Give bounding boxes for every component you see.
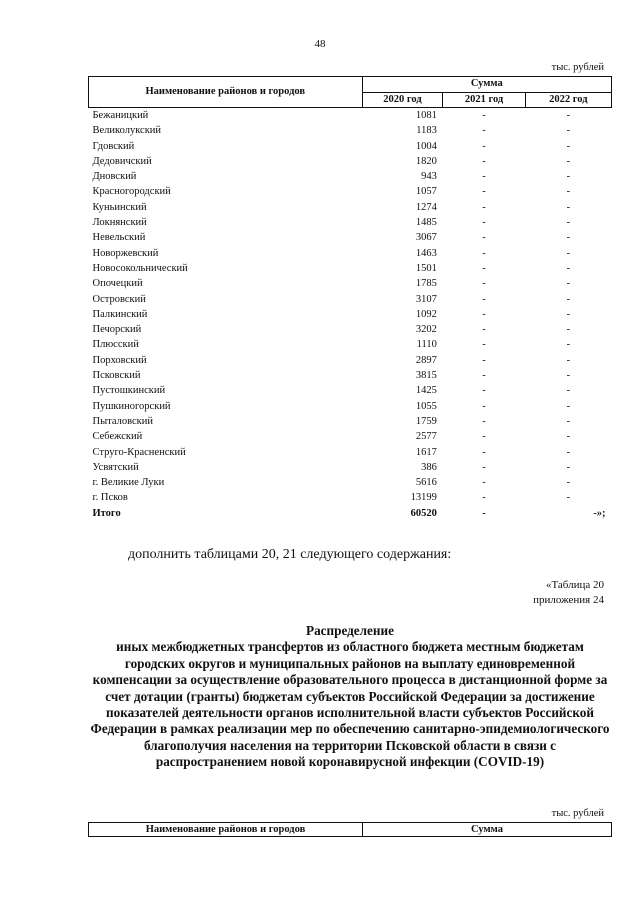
table-row: [89, 445, 612, 460]
row-value-2021: -: [482, 492, 486, 504]
row-value-2021: -: [482, 324, 486, 336]
table-row: [89, 276, 612, 291]
row-value-2020: 3815: [415, 370, 437, 382]
table20-heading: [88, 623, 612, 771]
total-2021: -: [482, 507, 486, 519]
row-name: Новоржевский: [92, 247, 159, 259]
row-name: Порховский: [92, 354, 147, 366]
row-value-2021: -: [482, 278, 486, 290]
row-value-2021: -: [482, 385, 486, 397]
row-value-2020: 943: [421, 171, 437, 183]
table-total-row: [89, 506, 612, 521]
row-value-2020: 3202: [415, 324, 437, 336]
row-value-2020: 1463: [415, 247, 437, 259]
row-value-2022: -: [566, 415, 571, 427]
row-name: Дедовичский: [92, 155, 152, 167]
row-value-2021: -: [482, 201, 486, 213]
row-value-2021: -: [482, 293, 486, 305]
table-row: [89, 261, 612, 276]
row-name: Бежаницкий: [92, 110, 149, 121]
table-row: [89, 169, 612, 184]
row-value-2022: -: [566, 446, 571, 458]
page-number: 48: [314, 38, 326, 50]
row-value-2022: -: [566, 354, 571, 366]
row-value-2022: -: [566, 262, 571, 274]
row-value-2021: -: [482, 308, 486, 320]
row-value-2022: -: [566, 247, 571, 259]
row-value-2022: -: [566, 492, 571, 504]
table2-units: тыс. рублей: [551, 808, 604, 819]
row-name: Усвятский: [92, 461, 139, 473]
row-value-2020: 1617: [415, 446, 437, 458]
table-row: [89, 200, 612, 215]
row-value-2022: -: [566, 400, 571, 412]
row-name: Пушкиногорский: [92, 400, 171, 412]
table-row: [89, 139, 612, 154]
row-value-2020: 1820: [415, 155, 437, 167]
column-header-name: Наименование районов и городов: [89, 77, 363, 108]
row-name: Себежский: [92, 431, 143, 443]
table-row: [89, 154, 612, 169]
row-name: Невельский: [92, 232, 146, 244]
table-reference-line1: «Таблица 20: [545, 579, 604, 591]
row-name: Локнянский: [92, 217, 147, 229]
table-row: [89, 246, 612, 261]
row-value-2022: -: [566, 461, 571, 473]
row-value-2022: -: [566, 385, 571, 397]
table2-header-sum: Сумма: [363, 823, 612, 837]
table-body: [89, 108, 612, 506]
row-name: Пыталовский: [92, 415, 153, 427]
column-header-2021: 2021 год: [443, 92, 525, 108]
row-value-2022: -: [566, 370, 571, 382]
table-row: [89, 230, 612, 245]
row-value-2022: -: [566, 308, 571, 320]
row-value-2021: -: [482, 186, 486, 198]
row-value-2020: 1485: [415, 217, 437, 229]
row-value-2022: -: [566, 293, 571, 305]
row-value-2022: -: [566, 278, 571, 290]
amendment-paragraph: дополнить таблицами 20, 21 следующего содержания:: [128, 547, 452, 562]
row-value-2022: -: [566, 155, 571, 167]
row-name: Новосокольнический: [92, 262, 188, 274]
row-name: Куньинский: [92, 201, 147, 213]
row-name: Островский: [92, 293, 146, 305]
row-value-2021: -: [482, 155, 486, 167]
row-value-2020: 1501: [415, 262, 437, 274]
table-row: [89, 353, 612, 368]
row-value-2021: -: [482, 431, 486, 443]
row-value-2022: -: [566, 125, 571, 137]
transfers-table-20: [88, 822, 612, 837]
row-value-2020: 1055: [415, 400, 437, 412]
row-value-2020: 2577: [415, 431, 437, 443]
row-value-2021: -: [482, 247, 486, 259]
total-label: Итого: [92, 507, 121, 519]
row-value-2022: -: [566, 339, 571, 351]
row-value-2022: -: [566, 201, 571, 213]
table-row: [89, 414, 612, 429]
row-name: Псковский: [92, 370, 141, 382]
row-value-2021: -: [482, 232, 486, 244]
column-header-2020: 2020 год: [362, 92, 443, 108]
row-value-2021: -: [482, 477, 486, 489]
table-row: [89, 368, 612, 383]
table-row: [89, 337, 612, 352]
row-value-2020: 3067: [415, 232, 437, 244]
row-name: г. Великие Луки: [92, 477, 165, 489]
row-value-2022: -: [566, 140, 571, 152]
table1-units: тыс. рублей: [551, 62, 604, 73]
row-value-2022: -: [566, 110, 571, 121]
row-name: Опочецкий: [92, 278, 143, 290]
row-value-2020: 1081: [415, 110, 437, 121]
row-value-2020: 1057: [415, 186, 437, 198]
table-reference: [533, 578, 604, 608]
row-value-2020: 1425: [415, 385, 437, 397]
row-value-2021: -: [482, 415, 486, 427]
row-value-2021: -: [482, 461, 486, 473]
row-name: Печорский: [92, 324, 142, 336]
table-row: [89, 108, 612, 124]
table-row: [89, 215, 612, 230]
row-value-2022: -: [566, 186, 571, 198]
row-value-2022: -: [566, 324, 571, 336]
table2-header-name: Наименование районов и городов: [89, 823, 363, 837]
row-value-2022: -: [566, 431, 571, 443]
row-name: Палкинский: [92, 308, 148, 320]
row-value-2020: 2897: [415, 354, 437, 366]
table-row: [89, 475, 612, 490]
row-value-2021: -: [482, 339, 486, 351]
row-value-2020: 1183: [416, 125, 437, 137]
table-row: [89, 307, 612, 322]
row-value-2021: -: [482, 370, 486, 382]
row-value-2020: 1092: [415, 308, 437, 320]
transfers-table-2020: [88, 76, 612, 521]
row-value-2020: 386: [421, 461, 437, 473]
row-value-2020: 3107: [415, 293, 437, 305]
row-value-2021: -: [482, 110, 486, 121]
row-name: Плюсский: [92, 339, 139, 351]
row-value-2020: 1785: [415, 278, 437, 290]
row-value-2022: -: [566, 171, 571, 183]
row-value-2021: -: [482, 446, 486, 458]
row-value-2022: -: [566, 477, 571, 489]
row-name: Дновский: [92, 171, 137, 183]
row-value-2022: -: [566, 217, 571, 229]
table-row: [89, 184, 612, 199]
total-2022: -»;: [593, 507, 606, 519]
total-2020: 60520: [410, 507, 437, 519]
column-header-sum: Сумма: [362, 77, 611, 93]
row-name: Струго-Красненский: [92, 446, 186, 458]
table-row: [89, 383, 612, 398]
row-value-2021: -: [482, 171, 486, 183]
row-name: Гдовский: [92, 140, 135, 152]
row-value-2021: -: [482, 354, 486, 366]
row-value-2021: -: [482, 125, 486, 137]
column-header-2022: 2022 год: [525, 92, 611, 108]
row-value-2022: -: [566, 232, 571, 244]
row-value-2021: -: [482, 217, 486, 229]
table-row: [89, 292, 612, 307]
row-value-2021: -: [482, 400, 486, 412]
row-value-2020: 1110: [416, 339, 437, 351]
heading-body: иных межбюджетных трансфертов из областного бюджета местным бюджетам городских округов и муниципальных районов на выплату единовременной компенсации за осуществление образовательного процесса в дистанционной форме за счет дотации (гранты) бюджетам субъектов Российской Федерации за достижение показателей деятельности органов исполнительной власти субъектов Российской Федерации в рамках реализации мер по обеспечению санитарно-эпидемиологического благополучия населения на территории Псковской области в связи с распространением новой коронавирусной инфекции (COVID-19): [90, 639, 610, 770]
table-reference-line2: приложения 24: [533, 594, 604, 606]
table-row: [89, 429, 612, 444]
table-row: [89, 490, 612, 505]
heading-first-line: Распределение: [306, 623, 394, 638]
row-value-2020: 13199: [410, 492, 437, 504]
table-row: [89, 123, 612, 138]
row-name: Великолукский: [92, 125, 162, 137]
row-value-2020: 1274: [415, 201, 437, 213]
row-value-2021: -: [482, 262, 486, 274]
row-value-2020: 5616: [415, 477, 437, 489]
row-name: Красногородский: [92, 186, 171, 198]
table-row: [89, 322, 612, 337]
row-value-2020: 1004: [415, 140, 437, 152]
row-value-2021: -: [482, 140, 486, 152]
table-row: [89, 399, 612, 414]
table-row: [89, 460, 612, 475]
row-name: Пустошкинский: [92, 385, 166, 397]
row-name: г. Псков: [92, 492, 128, 504]
row-value-2020: 1759: [415, 415, 437, 427]
